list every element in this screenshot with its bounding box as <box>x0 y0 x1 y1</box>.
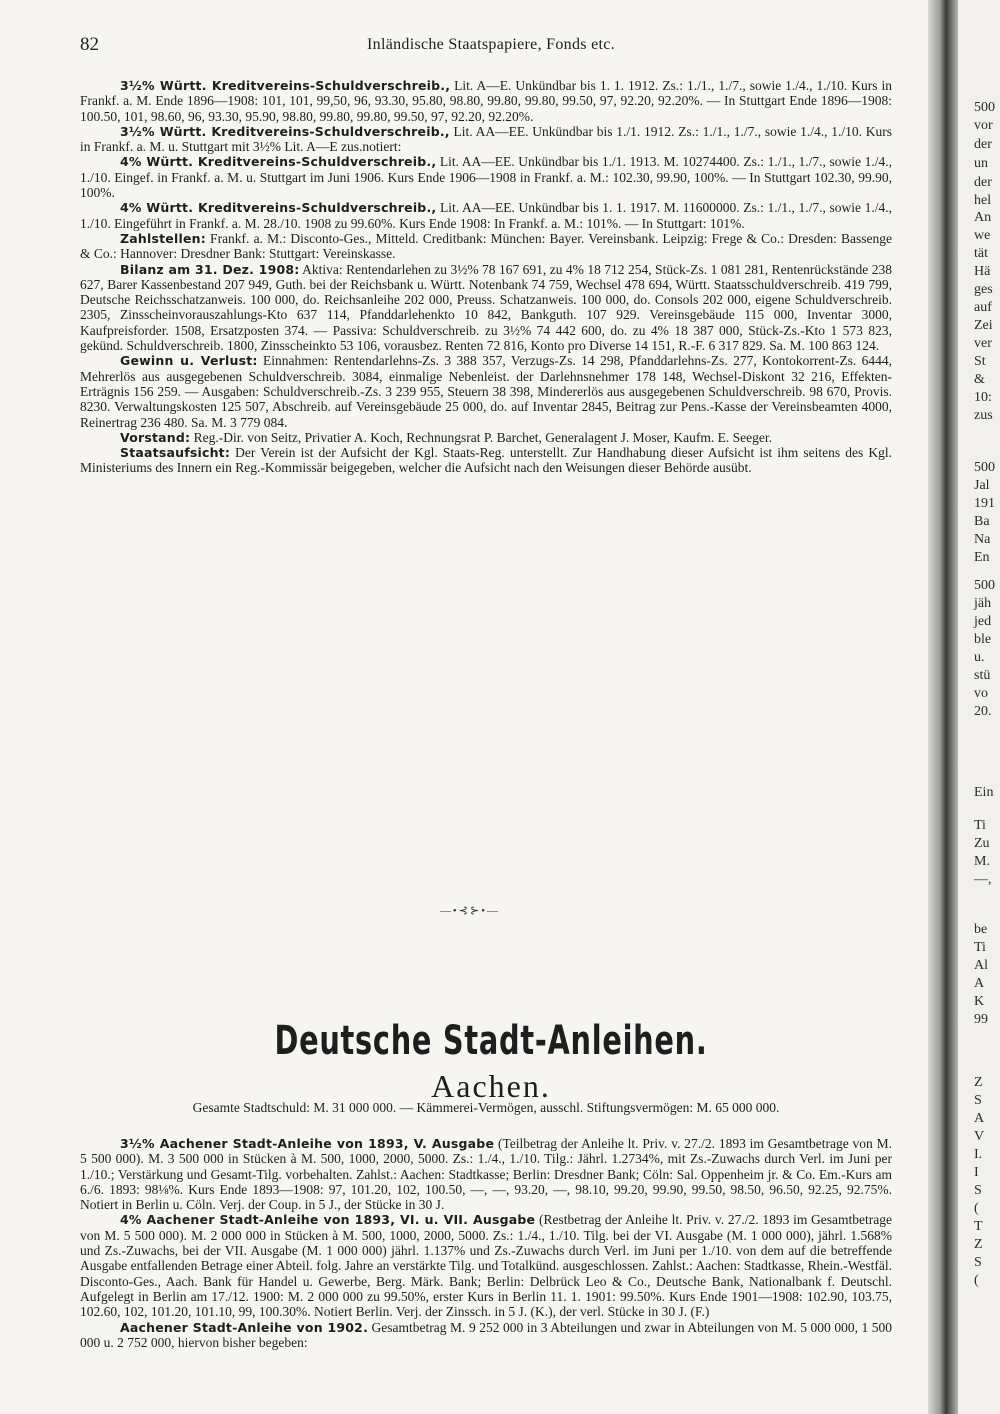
entry-text: Lit. AA—EE. Unkündbar bis 1. 1. 1917. M. 11600000. Zs.: 1./1., 1./7., sowie 1./4., 1./10. Eingeführt in Frankf. a. M. 28./10. 1908 zu 99.60%. Kurs Ende 1908: In Frankf. a. M.: 101%. — In Stuttgart: 101%. <box>80 200 892 231</box>
adjacent-page-fragment: K <box>974 994 985 1009</box>
adjacent-page-fragment: ver <box>974 336 992 351</box>
entry-paragraph <box>80 353 892 429</box>
adjacent-page-fragment: Zu <box>974 836 990 851</box>
adjacent-page-fragment: 99 <box>974 1012 988 1027</box>
page-number: 82 <box>80 34 99 55</box>
page-header <box>80 34 902 58</box>
adjacent-page-fragment: Ba <box>974 514 990 529</box>
entry-text: Gesamtbetrag M. 9 252 000 in 3 Abteilungen und zwar in Abteilungen von M. 5 000 000, 1 500 000 u. 2 752 000, hiervon bisher begeben: <box>80 1319 892 1350</box>
entry-heading: Aachener Stadt-Anleihe von 1902. <box>120 1319 369 1335</box>
entry-paragraph <box>80 200 892 231</box>
entry-heading: 4% Württ. Kreditvereins-Schuldverschreib., <box>120 200 437 216</box>
adjacent-page-fragment: ble <box>974 632 992 647</box>
entry-paragraph <box>80 262 892 354</box>
adjacent-page-fragment: Hä <box>974 264 991 279</box>
municipal-debt-text: Gesamte Stadtschuld: M. 31 000 000. — Kämmerei-Vermögen, ausschl. Stiftungsvermögen: M. 65 000 000. <box>192 1100 780 1115</box>
adjacent-page-fragment: Ti <box>974 940 986 955</box>
adjacent-page-fragment: A <box>974 976 985 991</box>
adjacent-page-fragment: der <box>974 137 992 152</box>
adjacent-page-fragment: zus <box>974 408 993 423</box>
adjacent-page-fragment: Z <box>974 1075 983 1090</box>
entry-text: Einnahmen: Rentendarlehns-Zs. 3 388 357, Verzugs-Zs. 14 298, Pfanddarlehns-Zs. 277, Kontokorrent-Zs. 6444, Mehrerlös aus ausgegebenen Schuldverschreib. 3084, einmalige Nebenleist. der Darlehnsnehmer 178 148, Wechsel-Diskont 32 216, Effekten-Erträgnis 156 259. — Ausgaben: Schuldverschreib.-Zs. 3 239 955, Steuern 38 398, Mindererlös aus ausgegebenen Schuldverschreib. 98 670, Provis. 8230. Verwaltungskosten 125 507, Abschreib. auf Vereinsgebäude 25 000, do. auf Inventar 2845, Beitrag zur Pens.-Kasse der Vereinsbeamten 4000, Reinertrag 236 480. Sa. M. 3 779 084. <box>80 353 892 430</box>
adjacent-page-fragment: Ti <box>974 818 986 833</box>
municipal-debt <box>80 1100 892 1115</box>
entry-paragraph <box>80 1136 892 1212</box>
adjacent-page-fragment: der <box>974 175 992 190</box>
entry-text: Frankf. a. M.: Disconto-Ges., Mitteld. Creditbank: München: Bayer. Vereinsbank. Leipzig: Frege & Co.: Dresden: Bassenge & Co.: Hannover: Dresdner Bank: Stuttgart: Vereinskasse. <box>80 230 892 262</box>
entry-heading: 3½% Aachener Stadt-Anleihe von 1893, V. Ausgabe <box>120 1136 495 1151</box>
adjacent-page-fragment: & <box>974 372 985 387</box>
adjacent-page-edge <box>958 0 1000 1414</box>
adjacent-page-fragment: un <box>974 156 988 171</box>
adjacent-page-fragment: Z <box>974 1237 983 1252</box>
entry-heading: 3½% Württ. Kreditvereins-Schuldverschreib., <box>120 123 450 139</box>
adjacent-page-fragment: be <box>974 922 988 937</box>
adjacent-page-fragment: jäh <box>974 596 992 611</box>
adjacent-page-fragment: 500 <box>974 460 995 475</box>
adjacent-page-fragment: auf <box>974 300 992 315</box>
adjacent-page-fragment: u. <box>974 650 985 665</box>
entry-paragraph <box>80 231 892 262</box>
adjacent-page-fragment: Jal <box>974 478 990 493</box>
adjacent-page-fragment: Na <box>974 532 991 547</box>
adjacent-page-fragment: vo <box>974 686 988 701</box>
entry-heading: 4% Württ. Kreditvereins-Schuldverschreib., <box>120 154 437 170</box>
entry-text: Lit. AA—EE. Unkündbar bis 1./1. 1912. Zs.: 1./1., 1./7., sowie 1./4., 1./10. Kurs in Frankf. a. M. u. Stuttgart mit 3½% Lit. A—E zus.notiert: <box>80 123 892 155</box>
entry-paragraph <box>80 78 892 124</box>
city-heading: Aachen. <box>431 1068 551 1104</box>
adjacent-page-fragment: ( <box>974 1273 979 1288</box>
adjacent-page-fragment: S <box>974 1093 982 1108</box>
adjacent-page-fragment: —, <box>974 872 992 887</box>
entry-heading: Vorstand: <box>120 429 191 445</box>
entry-paragraph <box>80 124 892 155</box>
adjacent-page-fragment: 500 <box>974 578 995 593</box>
entry-text: (Restbetrag der Anleihe lt. Priv. v. 27./2. 1893 im Gesamtbetrage von M. 5 500 000). M. 2 000 000 in Stücken à M. 500, 1000, 2000, 5000. Zs.: 1./4., 1./10. Tilg. bei der VI. Ausgabe (M. 1 000 000), jährl. 1.568% und Zs.-Zuwachs, bei der VII. Ausgabe (M. 1 000 000) jährl. 1.137% und Zs.-Zuwachs durch Verl. im Juni per 1./10. von dem auf die betreffende Ausgabe entfallenden Betrage einer Abteil. folg. Jahre an verstärkte Tilg. und Totalkünd. ausgeschlossen. Zahlst.: Aachen: Stadtkasse, Rhein.-Westfäl. Disconto-Ges., Aach. Bank für Handel u. Gewerbe, Berg. Märk. Bank; Berlin: Delbrück Leo & Co., Deutsche Bank, Nationalbank f. Deutschl. Aufgelegt in Berlin am 17./12. 1900: M. 2 000 000 zu 99.50%, erster Kurs in Berlin 11. 1. 1901: 99.50%. Kurs Ende 1901—1908: 102.90, 103.75, 102.60, 102, 101.20, 101.10, 99, 100.30%. Notiert Berlin. Verj. der Zinssch. in 5 J. (K.), der verl. Stücke in 30 J. (F.) <box>80 1212 893 1320</box>
section-title: Deutsche Stadt-Anleihen. <box>274 1018 708 1064</box>
adjacent-page-fragment: V <box>974 1129 985 1144</box>
entry-paragraph <box>80 154 892 200</box>
running-title: Inländische Staatspapiere, Fonds etc. <box>367 36 615 53</box>
adjacent-page-fragment: I. <box>974 1147 983 1162</box>
entry-heading: 4% Aachener Stadt-Anleihe von 1893, VI. u. VII. Ausgabe <box>120 1212 536 1228</box>
entry-text: Der Verein ist der Aufsicht der Kgl. Staats-Reg. unterstellt. Zur Handhabung dieser Aufsicht ist ihm seitens des Kgl. Ministeriums des Innern ein Reg.-Kommissär beigegeben, welcher die Aufsicht nach den Weisungen dieser Behörde ausübt. <box>80 445 892 476</box>
entry-text: Lit. AA—EE. Unkündbar bis 1./1. 1913. M. 10274400. Zs.: 1./1., 1./7., sowie 1./4., 1./10. Eingef. in Frankf. a. M. u. Stuttgart im Juni 1906. Kurs Ende 1906—1908 in Frankf. a. M.: 102.30, 99.90, 100%. — In Stuttgart 102.30, 99.90, 100%. <box>80 154 892 201</box>
entry-text: (Teilbetrag der Anleihe lt. Priv. v. 27./2. 1893 im Gesamtbetrage von M. 5 500 000). M. 3 500 000 in Stücken à M. 500, 1000, 2000, 5000. Zs.: 1./4., 1./10. Tilg.: Jährl. 1.2734%, mit Zs.-Zuwachs durch Verl. im Juni per 1./10.; Verstärkung und Gesamt-Tilg. vorbehalten. Zahlst.: Aachen: Stadtkasse; Berlin: Dresdner Bank; Cöln: Sal. Oppenheim jr. & Co. Em.-Kurs am 6./6. 1893: 98⅛%. Kurs Ende 1893—1908: 97, 101.20, 102, 100.50, —, —, 93.20, —, 98.10, 99.20, 99.90, 99.50, 98.50, 96.50, 92.25, 92.75%. Notiert in Berlin u. Cöln. Verj. der Coup. in 5 J., der Stücke in 30 J. <box>80 1136 892 1213</box>
adjacent-page-fragment: tät <box>974 246 988 261</box>
entry-paragraph <box>80 430 892 445</box>
entry-paragraph <box>80 1320 892 1351</box>
entry-text: Aktiva: Rentendarlehen zu 3½% 78 167 691, zu 4% 18 712 254, Stück-Zs. 1 081 281, Rentenrückstände 238 627, Barer Kassenbestand 207 949, Guth. bei der Reichsbank u. Württ. Notenbank 74 759, Wechsel 478 694, Württ. Staatsschuldverschreib. 419 799, Deutsche Reichsschatzanweis. 100 000, do. Reichsanleihe 202 000, Preuss. Schatzanweis. 100 000, do. Consols 202 000, eigene Schuldverschreib. 2305, Zinsscheinvorauszahlungs-Kto 637 114, Pfanddarlehenkto 10 842, Bankguth. 107 929. Vereinsgebäude 115 000, Inventar 3000, Kaufpreisforder. 1508, Ersatzposten 374. — Passiva: Schuldverschreib. zu 3½% 74 442 600, do. zu 4% 18 387 000, Stück-Zs.-Kto 1 573 823, gekünd. Schuldverschreib. 1800, Zinsscheinkto 53 106, vorausbez. Renten 72 816, Konto pro Diverse 14 151, R.-F. 6 317 829. Sa. M. 100 863 124. <box>80 261 892 354</box>
section-ornament: —•⊰⊱•— <box>439 905 501 917</box>
bond-entries-top <box>80 78 892 476</box>
entry-text: Reg.-Dir. von Seitz, Privatier A. Koch, Rechnungsrat P. Barchet, Generalagent J. Moser, Kaufm. E. Seeger. <box>190 429 772 445</box>
adjacent-page-fragment: 10: <box>974 390 992 405</box>
adjacent-page-fragment: An <box>974 210 992 225</box>
aachen-entries <box>80 1136 892 1350</box>
entry-heading: Bilanz am 31. Dez. 1908: <box>120 261 300 277</box>
adjacent-page-fragment: stü <box>974 668 991 683</box>
adjacent-page-fragment: ( <box>974 1201 979 1216</box>
adjacent-page-fragment: St <box>974 354 986 369</box>
adjacent-page-fragment: hel <box>974 193 992 208</box>
entry-paragraph <box>80 1212 892 1319</box>
entry-text: Lit. A—E. Unkündbar bis 1. 1. 1912. Zs.: 1./1., 1./7., sowie 1./4., 1./10. Kurs in Frankf. a. M. Ende 1896—1908: 101, 101, 99,50, 96, 93.30, 95.80, 98.80, 99.80, 99.80, 99.50, 97, 92.20, 92.20%. — In Stuttgart Ende 1896—1908: 100.50, 101, 98.60, 96, 93.30, 95.90, 98.80, 99.80, 99.80, 99.50, 97, 92.20, 92.20%. <box>80 78 892 124</box>
entry-heading: Gewinn u. Verlust: <box>120 353 258 369</box>
adjacent-page-fragment: jed <box>974 614 992 629</box>
entry-heading: Staatsaufsicht: <box>120 445 231 461</box>
entry-paragraph <box>80 445 892 476</box>
adjacent-page-fragment: vor <box>974 118 993 133</box>
adjacent-page-fragment: 500 <box>974 100 995 115</box>
adjacent-page-fragment: T <box>974 1219 983 1234</box>
adjacent-page-fragment: ges <box>974 282 993 297</box>
adjacent-page-fragment: Al <box>974 958 988 973</box>
adjacent-page-fragment: En <box>974 550 990 565</box>
book-gutter <box>928 0 958 1414</box>
adjacent-page-fragment: I <box>974 1165 979 1180</box>
adjacent-page-fragment: 20. <box>974 704 992 719</box>
adjacent-page-fragment: M. <box>974 854 990 869</box>
adjacent-page-fragment: S <box>974 1255 982 1270</box>
adjacent-page-fragment: Zei <box>974 318 993 333</box>
adjacent-page-fragment: A <box>974 1111 985 1126</box>
entry-heading: Zahlstellen: <box>120 230 206 246</box>
entry-heading: 3½% Württ. Kreditvereins-Schuldverschreib., <box>120 78 451 93</box>
adjacent-page-fragment: S <box>974 1183 982 1198</box>
adjacent-page-fragment: we <box>974 228 991 243</box>
adjacent-page-fragment: 191 <box>974 496 995 511</box>
adjacent-page-fragment: Ein <box>974 785 994 800</box>
